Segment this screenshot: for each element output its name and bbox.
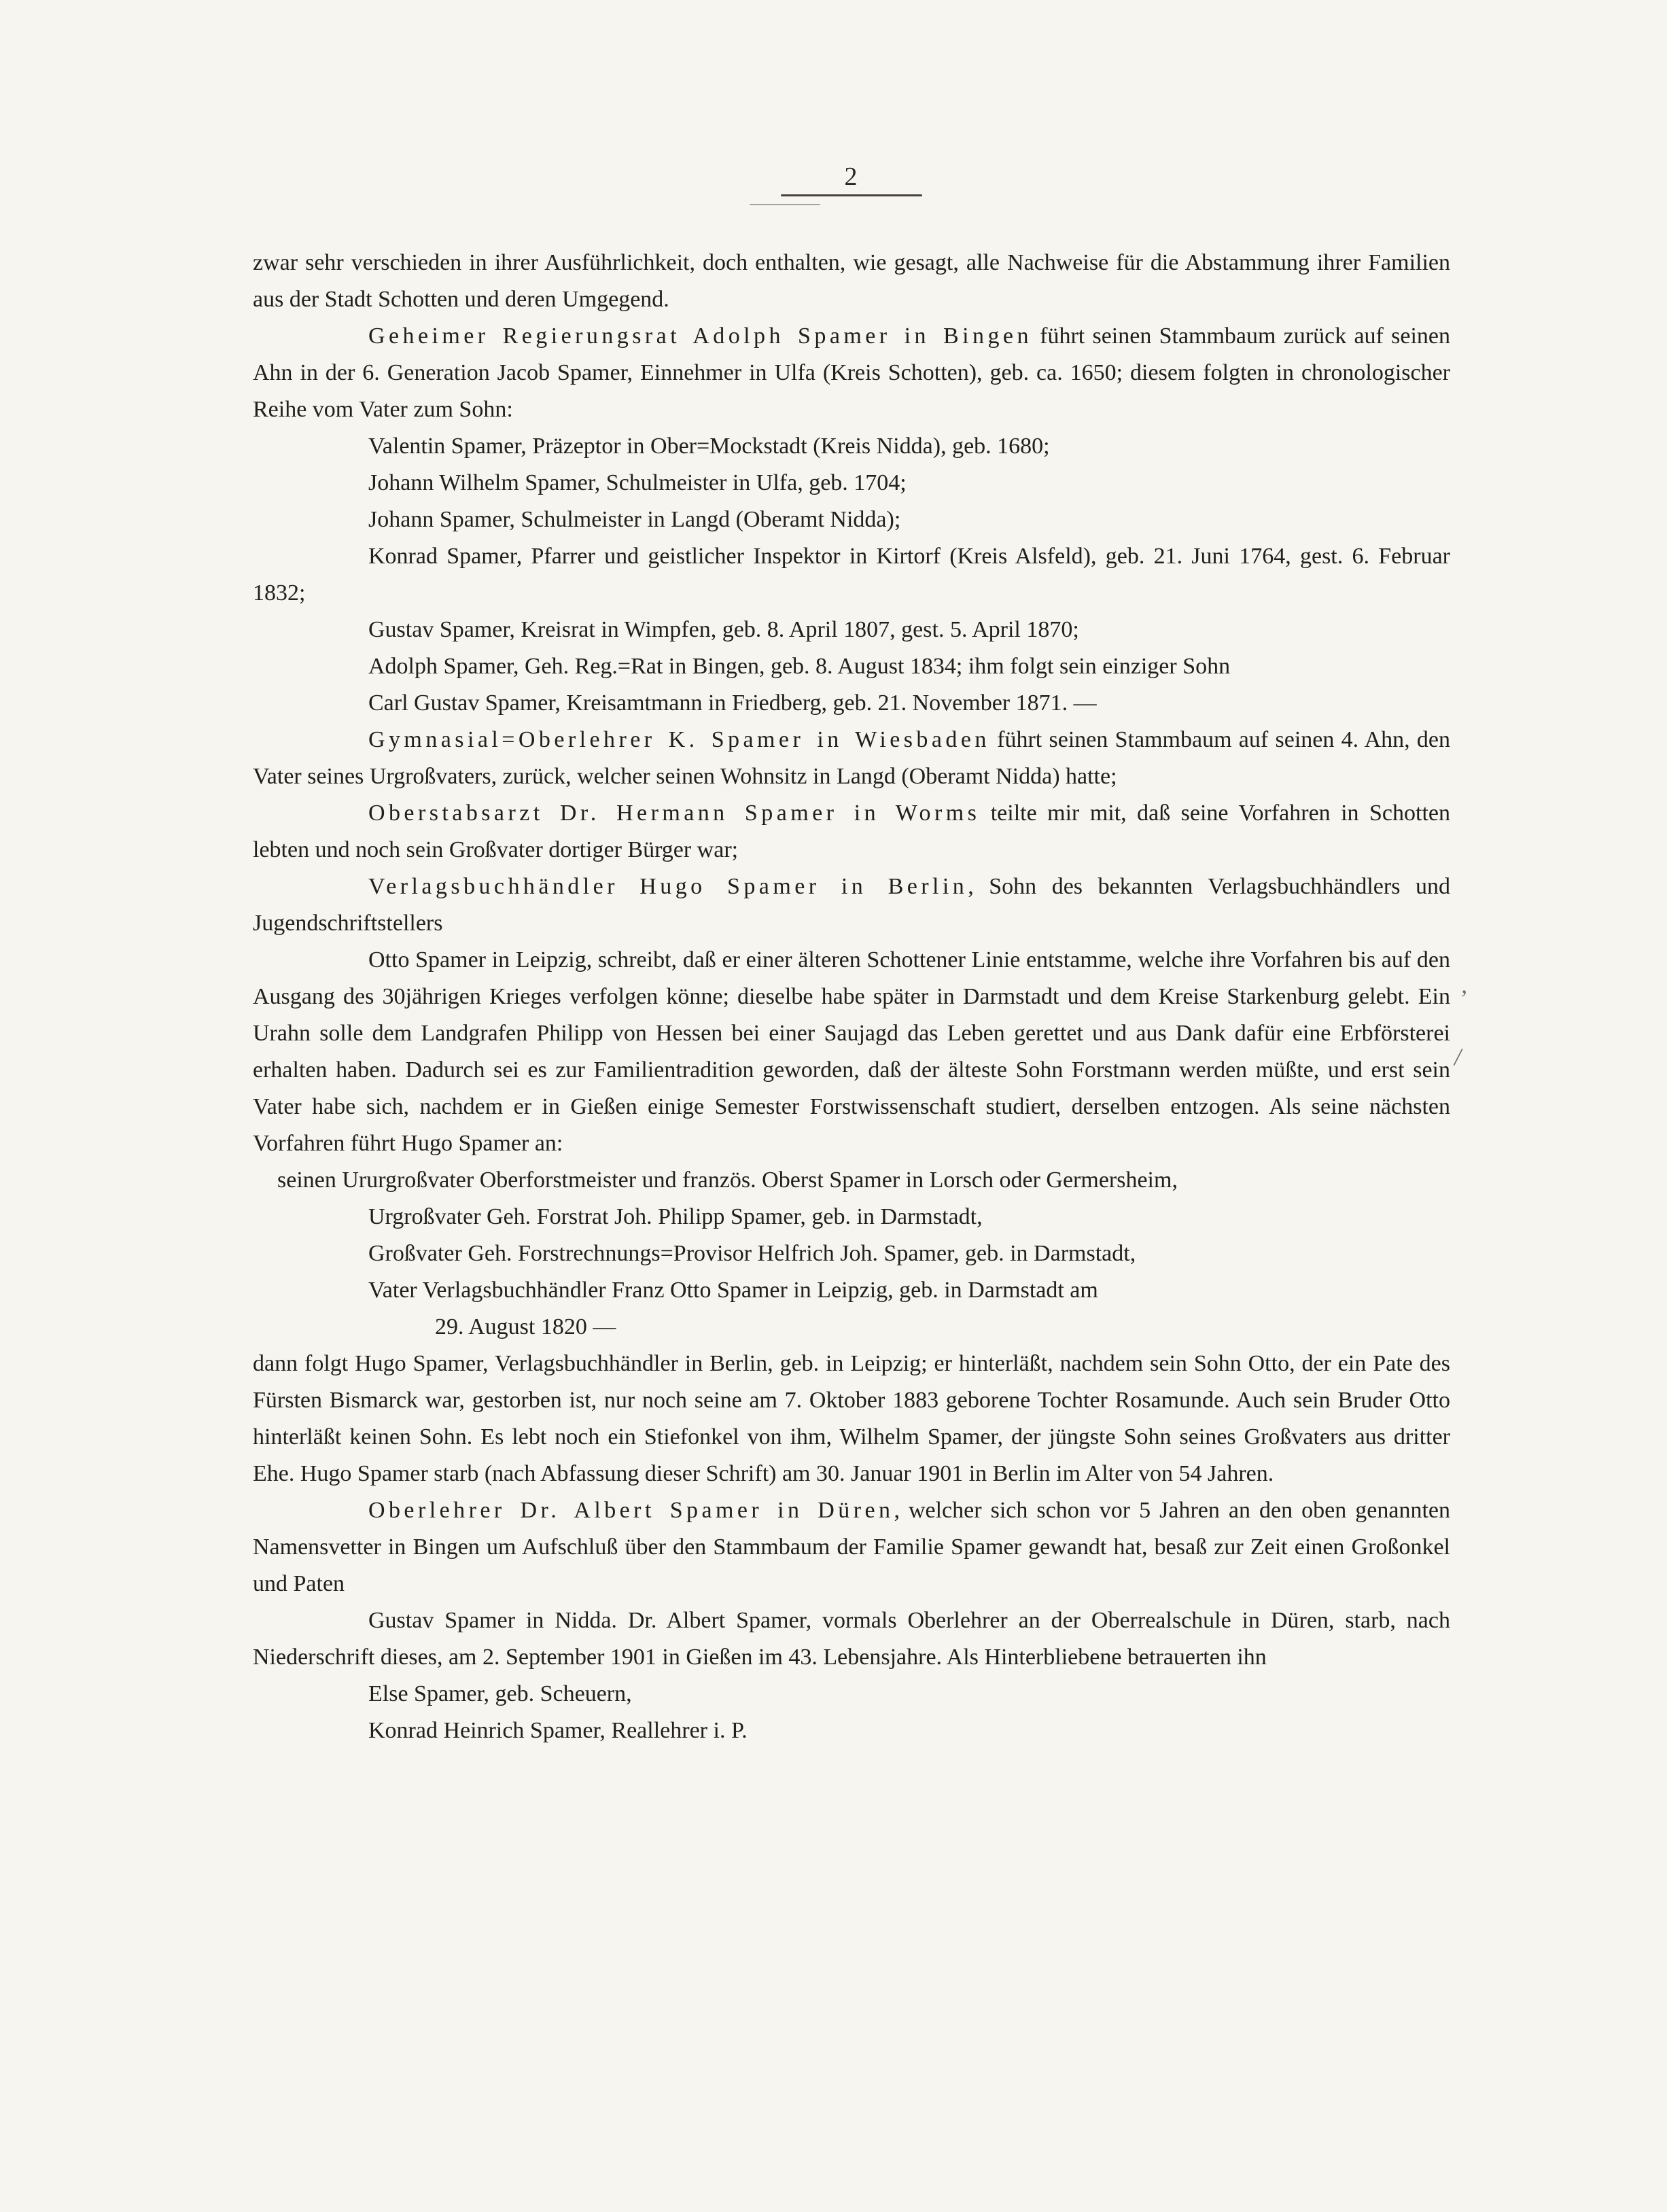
lineage-item-carl-gustav bbox=[253, 685, 1450, 722]
paragraph-hugo-spamer-berlin bbox=[253, 868, 1450, 942]
ancestor-item-ururgrossvater bbox=[253, 1162, 1450, 1199]
text-run: Urgroßvater Geh. Forstrat Joh. Philipp Spamer, geb. in Darmstadt, bbox=[368, 1204, 983, 1229]
page-header bbox=[253, 162, 1450, 205]
text-run: Konrad Spamer, Pfarrer und geistlicher Inspektor in Kirtorf (Kreis Alsfeld), geb. 21. Juni 1764, gest. 6. Februar 1832; bbox=[253, 544, 1450, 605]
text-run: , welcher sich schon vor 5 Jahren an den oben genannten Namensvetter in Bingen um Aufschluß über den Stammbaum der Familie Spamer gewandt hat, besaß zur Zeit einen Großonkel und Paten bbox=[253, 1498, 1450, 1596]
text-run: Johann Wilhelm Spamer, Schulmeister in Ulfa, geb. 1704; bbox=[368, 470, 907, 495]
page-number-underline-secondary bbox=[750, 204, 820, 205]
ancestor-item-vater bbox=[253, 1272, 1450, 1309]
lineage-item-valentin bbox=[253, 428, 1450, 465]
text-run: Vater Verlagsbuchhändler Franz Otto Spamer in Leipzig, geb. in Darmstadt am bbox=[368, 1278, 1098, 1303]
ancestor-item-grossvater bbox=[253, 1235, 1450, 1272]
text-run: führt seinen Stammbaum auf seinen 4. Ahn, den Vater seines Urgroßvaters, zurück, welcher seinen Wohnsitz in Langd (Oberamt Nidda) hatte; bbox=[253, 727, 1450, 789]
text-run: Adolph Spamer, Geh. Reg.=Rat in Bingen, geb. 8. August 1834; ihm folgt sein einziger Sohn bbox=[368, 654, 1231, 679]
text-run: Großvater Geh. Forstrechnungs=Provisor Helfrich Joh. Spamer, geb. in Darmstadt, bbox=[368, 1241, 1136, 1266]
ancestor-item-urgrossvater bbox=[253, 1199, 1450, 1235]
emphasized-person-name: Verlagsbuchhändler Hugo Spamer in Berlin bbox=[368, 874, 968, 899]
page-number-underline bbox=[781, 194, 922, 196]
lineage-item-gustav bbox=[253, 612, 1450, 648]
text-run: führt seinen Stammbaum zurück auf seinen Ahn in der 6. Generation Jacob Spamer, Einnehmer in Ulfa (Kreis Schotten), geb. ca. 1650; diesem folgten in chronologischer Reihe vom Vater zum Sohn: bbox=[253, 323, 1450, 422]
paragraph-hermann-spamer-worms bbox=[253, 795, 1450, 868]
text-run: Johann Spamer, Schulmeister in Langd (Oberamt Nidda); bbox=[368, 507, 901, 532]
document-text bbox=[253, 245, 1450, 1749]
text-run: , Sohn des bekannten Verlagsbuchhändlers und Jugendschriftstellers bbox=[253, 874, 1450, 936]
text-run: Konrad Heinrich Spamer, Reallehrer i. P. bbox=[368, 1718, 748, 1743]
survivor-item-else bbox=[253, 1676, 1450, 1713]
emphasized-person-name: Oberstabsarzt Dr. Hermann Spamer in Worms bbox=[368, 801, 981, 826]
handwritten-margin-mark: / bbox=[1454, 1043, 1462, 1070]
paragraph-adolph-spamer-bingen bbox=[253, 318, 1450, 428]
emphasized-person-name: Geheimer Regierungsrat Adolph Spamer in Bingen bbox=[368, 323, 1032, 349]
paragraph-gustav-spamer-nidda bbox=[253, 1602, 1450, 1676]
text-run: seinen Ururgroßvater Oberforstmeister und französ. Oberst Spamer in Lorsch oder Germersheim, bbox=[277, 1168, 1178, 1193]
page-number: 2 bbox=[844, 162, 859, 191]
text-run: dann folgt Hugo Spamer, Verlagsbuchhändler in Berlin, geb. in Leipzig; er hinterläßt, nachdem sein Sohn Otto, der ein Pate des Fürsten Bismarck war, gestorben ist, nur noch seine am 7. Oktober 1883 geborene Tochter Rosamunde. Auch sein Bruder Otto hinterläßt keinen Sohn. Es lebt noch ein Stiefonkel von ihm, Wilhelm Spamer, der jüngste Sohn seines Großvaters aus dritter Ehe. Hugo Spamer starb (nach Abfassung dieser Schrift) am 30. Januar 1901 in Berlin im Alter von 54 Jahren. bbox=[253, 1351, 1450, 1486]
text-run: Else Spamer, geb. Scheuern, bbox=[368, 1681, 632, 1706]
emphasized-person-name: Oberlehrer Dr. Albert Spamer in Düren bbox=[368, 1498, 894, 1523]
text-run: zwar sehr verschieden in ihrer Ausführlichkeit, doch enthalten, wie gesagt, alle Nachweise für die Abstammung ihrer Familien aus der Stadt Schotten und deren Umgegend. bbox=[253, 250, 1450, 312]
emphasized-person-name: Gymnasial=Oberlehrer K. Spamer in Wiesbaden bbox=[368, 727, 990, 752]
paragraph-albert-spamer-dueren bbox=[253, 1492, 1450, 1602]
paragraph-k-spamer-wiesbaden bbox=[253, 722, 1450, 795]
handwritten-margin-mark: ’ bbox=[1458, 985, 1467, 1012]
text-run: teilte mir mit, daß seine Vorfahren in Schotten lebten und noch sein Großvater dortiger Bürger war; bbox=[253, 801, 1450, 862]
paragraph-continuation bbox=[253, 245, 1450, 318]
text-run: 29. August 1820 — bbox=[435, 1314, 616, 1339]
text-run: Gustav Spamer in Nidda. Dr. Albert Spamer, vormals Oberlehrer an der Oberrealschule in Düren, starb, nach Niederschrift dieses, am 2. September 1901 in Gießen im 43. Lebensjahre. Als Hinterbliebene betrauerten ihn bbox=[253, 1608, 1450, 1670]
lineage-item-konrad bbox=[253, 538, 1450, 612]
text-run: Otto Spamer in Leipzig, schreibt, daß er einer älteren Schottener Linie entstamme, welche ihre Vorfahren bis auf den Ausgang des 30jährigen Krieges verfolgen könne; dieselbe habe später in Darmstadt und dem Kreise Starkenburg gelebt. Ein Urahn solle dem Landgrafen Philipp von Hessen bei einer Saujagd das Leben gerettet und aus Dank dafür eine Erbförsterei erhalten haben. Dadurch sei es zur Familientradition geworden, daß der älteste Sohn Forstmann werden müßte, und erst sein Vater habe sich, nachdem er in Gießen einige Semester Forstwissenschaft studiert, derselben entzogen. Als seine nächsten Vorfahren führt Hugo Spamer an: bbox=[253, 947, 1450, 1156]
paragraph-hugo-spamer-fortsetzung bbox=[253, 1346, 1450, 1492]
lineage-item-johann-wilhelm bbox=[253, 465, 1450, 502]
text-run: Gustav Spamer, Kreisrat in Wimpfen, geb. 8. April 1807, gest. 5. April 1870; bbox=[368, 617, 1079, 642]
text-run: Valentin Spamer, Präzeptor in Ober=Mockstadt (Kreis Nidda), geb. 1680; bbox=[368, 434, 1050, 459]
paragraph-otto-spamer-leipzig bbox=[253, 942, 1450, 1162]
lineage-item-johann bbox=[253, 502, 1450, 538]
ancestor-item-vater-datum bbox=[253, 1309, 1450, 1346]
lineage-item-adolph bbox=[253, 648, 1450, 685]
survivor-item-konrad-heinrich bbox=[253, 1713, 1450, 1749]
text-run: Carl Gustav Spamer, Kreisamtmann in Friedberg, geb. 21. November 1871. — bbox=[368, 690, 1097, 716]
